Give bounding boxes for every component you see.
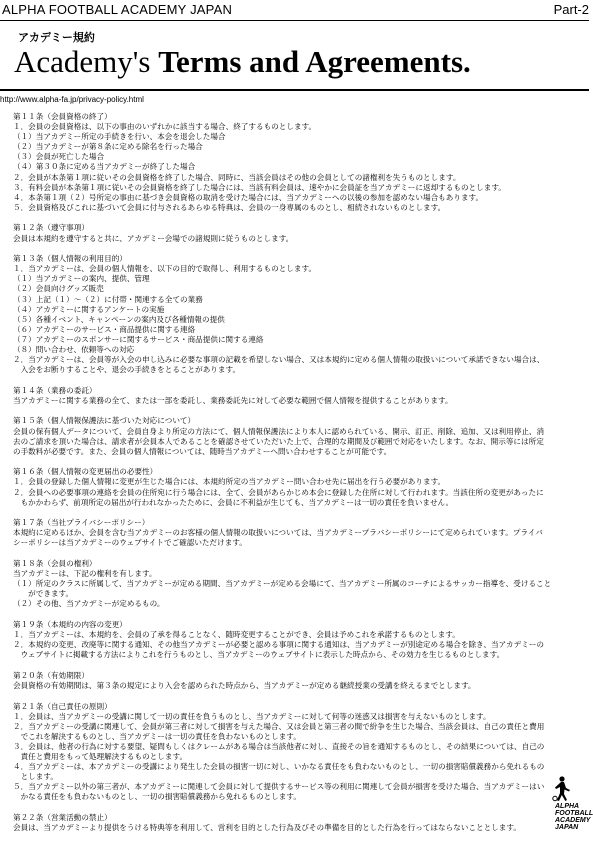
article-line: 去のご請求を頂いた場合は、請求者が会員本人であることを確認させていただいた上で、合理的な期間及び範囲で対応をいたします。なお、開示等には所定 — [13, 436, 544, 446]
article-line: ５．当アカデミー以外の第三者が、本アカデミーに関連して会員に対して提供するサービス等の利用に関連して会員が損害を受けた場合、当アカデミーはい — [13, 782, 545, 792]
article-line: 入会をお断りすることや、退会の手続きをとることがあります。 — [13, 365, 241, 375]
academy-logo — [541, 776, 593, 836]
article-line: ２．本規約の変更、改廃等に関する通知、その他当アカデミーが必要と認める事項に関する通知は、当アカデミーが別途定める場合を除き、当アカデミーの — [13, 640, 545, 650]
article-line: １．当アカデミーは、本規約を、会員の了承を得ることなく、随時変更することができ、会員は予めこれを承諾するものとします。 — [13, 630, 460, 640]
article-line: （１）当アカデミー所定の手続きを行い、本会を退会した場合 — [13, 132, 226, 142]
article-heading: 第１１条（会員資格の終了） — [13, 112, 112, 121]
footballer-icon — [551, 776, 571, 802]
title-main: Terms and Agreements. — [158, 44, 471, 79]
title-rule — [0, 89, 589, 91]
article-line: の手数料が必要です。また、会員の個人情報については、随時当アカデミーへ問い合わせすることが可能です。 — [13, 446, 392, 456]
article-heading: 第１３条（個人情報の利用目的） — [13, 254, 127, 264]
article-line: シーポリシーは当アカデミーのウェブサイトでご確認いただけます。 — [13, 538, 247, 548]
article-line: 会員は本規約を遵守すると共に、アカデミー会場での諸規則に従うものとします。 — [13, 233, 294, 243]
article-section — [13, 223, 581, 243]
article-line: （１）所定のクラスに所属して、当アカデミーが定める期間、当アカデミーが定める会場にて、当アカデミー所属のコーチによるサッカー指導を、受けること — [13, 579, 552, 589]
page-subtitle: アカデミー規約 — [18, 31, 95, 44]
logo-word: ALPHA — [555, 803, 580, 810]
article-line: １．会員の登録した個人情報に変更が生じた場合には、本規約所定の当アカデミー問い合わせ先に届出を行う必要があります。 — [13, 477, 446, 487]
article-section — [13, 620, 581, 660]
article-section — [13, 671, 581, 691]
article-line: かなる責任をも負わないものとし、一切の損害賠償義務から免れるものとします。 — [13, 792, 301, 802]
article-line: でこれを解決するものとし、当アカデミーは一切の責任を負わないものとします。 — [13, 731, 301, 741]
policy-url-link[interactable]: http://www.alpha-fa.jp/privacy-policy.html — [0, 95, 144, 104]
article-heading: 第１８条（会員の権利） — [13, 558, 97, 568]
article-section — [13, 559, 581, 609]
article-line: （７）アカデミーのスポンサーに関するサービス・商品提供に関する連絡 — [13, 334, 264, 344]
article-line: （８）問い合わせ、依頼等への対応 — [13, 344, 135, 354]
article-line: 本規約に定めるほか、会員を含む当アカデミーのお客様の個人情報の取扱いについては、当アカデミープラバシーポリシーにて定められています。プライバ — [13, 528, 543, 538]
article-section — [13, 254, 581, 375]
article-heading: 第２２条（営業活動の禁止） — [13, 812, 112, 822]
article-line: ３．有料会員が本条第１項に従いその会員資格を終了した場合には、当該有料会員は、速やかに会員証を当アカデミーに返却するものとします。 — [13, 182, 506, 192]
article-heading: 第１４条（業務の委託） — [13, 385, 97, 395]
article-line: （３）会員が死亡した場合 — [13, 152, 105, 162]
article-section — [13, 518, 581, 548]
article-section — [13, 112, 581, 213]
article-heading: 第２０条（有効期限） — [13, 670, 89, 680]
article-line: 会員の保有個人データについて、会員自身より所定の方法にて、個人情報保護法により本人に認められている、開示、訂正、削除、追加、又は利用停止、消 — [13, 426, 545, 436]
article-line: （２）当アカデミーが第８条に定める除名を行った場合 — [13, 142, 203, 152]
article-section — [13, 813, 581, 833]
article-line: ウェブサイトに掲載する方法によりこれを行うものとし、当アカデミーのウェブサイトに表示した時点から、その効力を生じるものとします。 — [13, 650, 505, 660]
article-line: 会員資格の有効期間は、第３条の規定により入会を認められた時点から、当アカデミーが定める継続授業の受講を終えるまでとします。 — [13, 680, 476, 690]
article-line: （２）その他、当アカデミーが定めるもの。 — [13, 599, 165, 609]
article-line: １．当アカデミーは、会員の個人情報を、以下の目的で取得し、利用するものとします。 — [13, 264, 317, 274]
title-prefix: Academy's — [14, 44, 159, 79]
article-line: もかかわらず、前項所定の届出が行われなかったために、会員に不利益が生じても、当アカデミーは一切の責任を負いません。 — [13, 497, 454, 507]
article-line: （４）アカデミーに関するアンケートの実施 — [13, 304, 165, 314]
article-line: ２．当アカデミーの受講に関連して、会員が第三者に対して損害を与えた場合、又は会員と第三者の間で紛争を生じた場合、当該会員は、自己の責任と費用 — [13, 721, 545, 731]
article-line: ４．当アカデミーは、本アカデミーの受講により発生した会員の損害一切に対し、いかなる責任をも負わないものとし、一切の損害賠償義務から免れるもの — [13, 762, 545, 772]
article-line: （３）上記（１）～（２）に付帯・関連する全ての業務 — [13, 294, 203, 304]
article-line: 当アカデミーに関する業務の全て、または一部を委託し、業務委託先に対して必要な範囲で個人情報を提供することがあります。 — [13, 395, 453, 405]
article-line: ５．会員資格及びこれに基づいて会員に付与されるあらゆる特典は、会員の一身専属のものとし、相続されないものとします。 — [13, 202, 446, 212]
article-section — [13, 386, 581, 406]
article-heading: 第２１条（自己責任の原則） — [13, 701, 112, 711]
article-line: 会員は、当アカデミーより提供をうける特典等を利用して、営利を目的とした行為及びその準備を目的とした行為を行ってはならないこととします。 — [13, 823, 521, 833]
article-line: ４．本条第１項（２）号所定の事由に基づき会員資格の取消を受けた場合には、当アカデミーへの以後の参加を認めない場合もあります。 — [13, 192, 484, 202]
article-section — [13, 416, 581, 456]
article-line: （１）当アカデミーの案内、提供、管理 — [13, 274, 150, 284]
article-line: １．会員の会員資格は、以下の事由のいずれかに該当する場合、終了するものとします。 — [13, 122, 317, 132]
article-line: （２）会員向けグッズ販売 — [13, 284, 104, 294]
logo-word: FOOTBALL — [555, 810, 593, 817]
article-heading: 第１９条（本規約の内容の変更） — [13, 619, 127, 629]
article-line: （４）第３０条に定める当アカデミーが終了した場合 — [13, 162, 196, 172]
article-line: ２．会員が本条第１項に従いその会員資格を終了した場合、同時に、当該会員はその他の会員としての諸権利を失うものとします。 — [13, 172, 461, 182]
article-line: （５）各種イベント、キャンペーンの案内及び各種情報の提供 — [13, 314, 225, 324]
article-heading: 第１２条（遵守事項） — [13, 223, 89, 233]
header-bar — [0, 0, 589, 20]
terms-body — [13, 112, 581, 833]
logo-word: JAPAN — [555, 824, 579, 831]
article-line: ２．当アカデミーは、会員等が入会の申し込みに必要な事項の記載を希望しない場合、又は本規約に定める個人情報の取扱いについて承諾できない場合は、 — [13, 355, 545, 365]
article-heading: 第１７条（当社プライバシーポリシー） — [13, 518, 150, 528]
article-heading: 第１６条（個人情報の変更届出の必要性） — [13, 467, 158, 477]
article-section — [13, 467, 581, 507]
article-line: ができます。 — [13, 589, 74, 599]
article-line: （６）アカデミーのサービス・商品提供に関する連絡 — [13, 324, 196, 334]
part-label: Part-2 — [553, 2, 589, 17]
article-line: １．会員は、当アカデミーの受講に関して一切の責任を負うものとし、当アカデミーに対して何等の迷惑又は損害を与えないものとします。 — [13, 711, 491, 721]
article-line: 当アカデミーは、下記の権利を有します。 — [13, 569, 157, 579]
article-line: ２．会員への必要事項の連絡を会員の住所宛に行う場合には、全て、会員があらかじめ本会に登録した住所に対して行われます。当該住所の変更があったに — [13, 487, 544, 497]
article-line: ３．会員は、他者の行為に対する要望、疑問もしくはクレームがある場合は当該他者に対し、直接その旨を通知するものとし、その結果については、自己の — [13, 741, 545, 751]
header-rule — [0, 20, 589, 21]
logo-word: ACADEMY — [555, 817, 591, 824]
article-line: とします。 — [13, 772, 58, 782]
article-heading: 第１５条（個人情報保護法に基づいた対応について） — [13, 416, 196, 426]
academy-name: ALPHA FOOTBALL ACADEMY JAPAN — [2, 2, 233, 17]
page-title — [14, 44, 471, 80]
article-line: 責任と費用をもって処理解決するものとします。 — [13, 751, 188, 761]
article-section — [13, 702, 581, 803]
